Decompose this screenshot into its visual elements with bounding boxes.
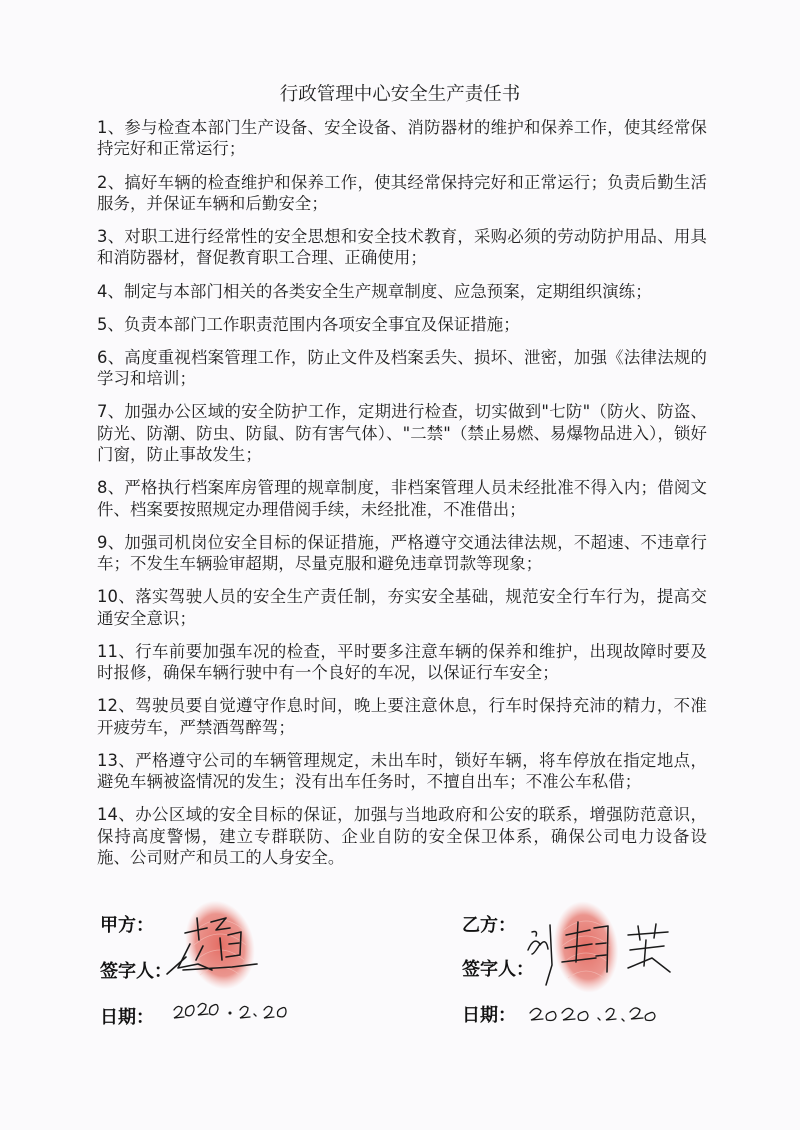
party-b-label: 乙方： [462, 915, 516, 936]
clause-item: 7、加强办公区域的安全防护工作，定期进行检查，切实做到"七防"（防火、防盗、防光、防潮、防虫、防鼠、防有害气体）、"二禁"（禁止易燃、易爆物品进入），锁好门窗，防止事故发生； [97, 402, 707, 464]
clause-item: 13、严格遵守公司的车辆管理规定，未出车时，锁好车辆，将车停放在指定地点，避免车辆被盗情况的发生；没有出车任务时，不擅自出车；不准公车私借； [97, 750, 707, 791]
clause-item: 14、办公区域的安全目标的保证，加强与当地政府和公安的联系，增强防范意识，保持高度警惕，建立专群联防、企业自防的安全保卫体系，确保公司电力设备设施、公司财产和员工的人身安全。 [97, 805, 707, 867]
document-title: 行政管理中心安全生产责任书 [279, 84, 521, 105]
clause-item: 1、参与检查本部门生产设备、安全设备、消防器材的维护和保养工作，使其经常保持完好和正常运行； [97, 118, 707, 159]
party-a-handwritten-date [174, 1003, 286, 1018]
clause-item: 11、行车前要加强车况的检查，平时要多注意车辆的保养和维护，出现故障时要及时报修，确保车辆行驶中有一个良好的车况，以保证行车安全； [97, 641, 707, 682]
clause-item: 5、负责本部门工作职责范围内各项安全事宜及保证措施； [97, 314, 520, 334]
party-b-handwritten-date [530, 1008, 655, 1021]
party-b-date-label: 日期： [462, 1005, 516, 1026]
clause-item: 6、高度重视档案管理工作，防止文件及档案丢失、损坏、泄密，加强《法律法规的学习和培训； [97, 347, 707, 389]
clause-item: 3、对职工进行经常性的安全思想和安全技术教育，采购必须的劳动防护用品、用具和消防器材，督促教育职工合理、正确使用； [97, 227, 707, 268]
clause-item: 4、制定与本部门相关的各类安全生产规章制度、应急预案，定期组织演练； [97, 281, 652, 301]
party-a-label: 甲方： [100, 915, 154, 936]
party-a-signer-label: 签字人： [100, 961, 172, 982]
clause-item: 8、严格执行档案库房管理的规章制度，非档案管理人员未经批准不得入内；借阅文件、档案要按照规定办理借阅手续，未经批准，不准借出； [97, 478, 707, 519]
party-a-date-label: 日期： [100, 1007, 154, 1028]
clause-item: 9、加强司机岗位安全目标的保证措施，严格遵守交通法律法规，不超速、不违章行车；不发生车辆验审超期，尽量克服和避免违章罚款等现象； [97, 532, 707, 573]
clause-item: 12、驾驶员要自觉遵守作息时间，晚上要注意休息，行车时保持充沛的精力，不准开疲劳车，严禁酒驾醉驾； [97, 696, 707, 737]
party-b-fingerprint [548, 897, 624, 997]
clause-item: 2、搞好车辆的检查维护和保养工作，使其经常保持完好和正常运行；负责后勤生活服务，并保证车辆和后勤安全； [97, 172, 707, 213]
clause-item: 10、落实驾驶人员的安全生产责任制，夯实安全基础，规范安全行车行为，提高交通安全意识； [97, 587, 707, 628]
party-b-signer-label: 签字人： [462, 959, 534, 980]
